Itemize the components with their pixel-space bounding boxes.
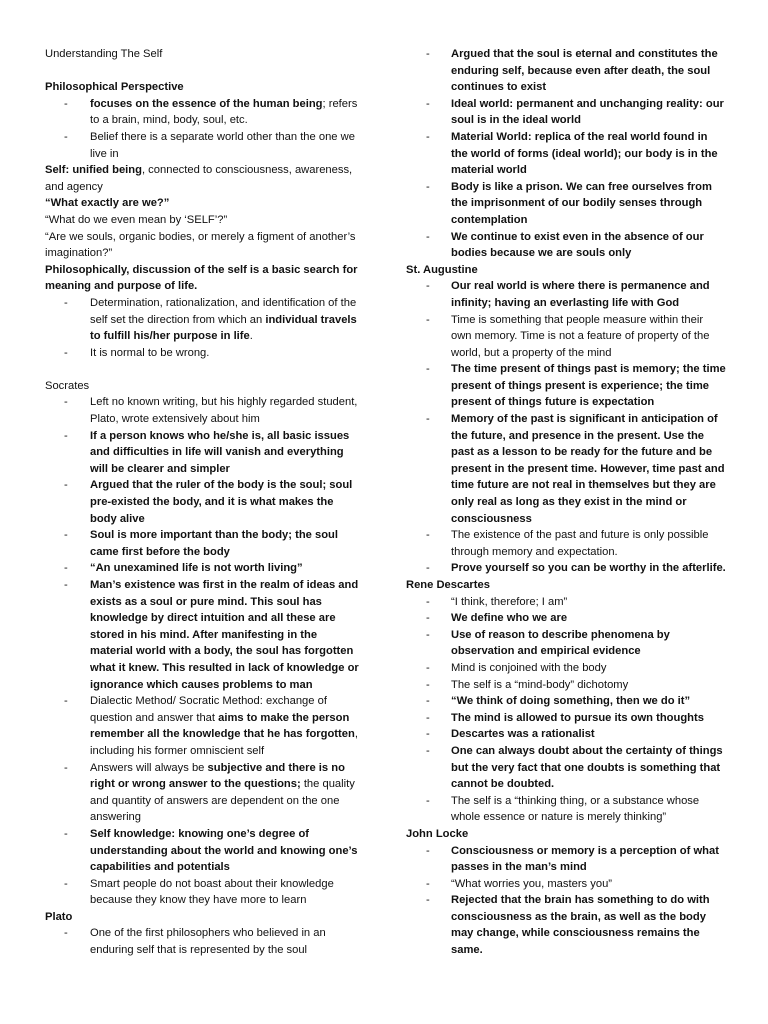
text-segment: One of the first philosophers who believed in an enduring self that is represented by the soul <box>90 927 326 957</box>
text-segment: The self is a “thinking thing, or a substance whose whole essence or nature is merely thinking” <box>451 794 700 824</box>
bullet-item <box>406 278 726 311</box>
bullet-item <box>45 577 363 693</box>
bullet-item <box>406 710 726 727</box>
document-title: Understanding The Self <box>45 48 163 60</box>
text-segment: Smart people do not boast about their knowledge because they know they have more to learn <box>90 877 334 907</box>
bullet-item <box>45 428 363 478</box>
text-segment: Descartes was a rationalist <box>451 728 595 741</box>
text-segment: Time is something that people measure within their own memory. Time is not a feature of property of the world, but a property of the mind <box>451 313 710 359</box>
descartes-bullets <box>406 594 726 826</box>
section-heading-descartes: Rene Descartes <box>406 579 490 591</box>
bullet-item <box>406 660 726 677</box>
quote-self: “What do we even mean by ‘SELF’?” <box>45 213 228 226</box>
self-definition <box>45 162 363 195</box>
bullet-item <box>406 594 726 611</box>
bullet-item <box>406 96 726 129</box>
bullet-item <box>406 843 726 876</box>
text-segment: “What worries you, masters you” <box>451 877 613 890</box>
plato-bullets-left <box>45 925 363 958</box>
bullet-item <box>45 96 363 129</box>
text-segment: Left no known writing, but his highly regarded student, Plato, wrote extensively about him <box>90 396 358 426</box>
text-segment: ; refers to a brain, mind, body, soul, etc. <box>90 97 358 127</box>
text-segment: , including his former omniscient self <box>90 728 358 757</box>
text-segment: Memory of the past is significant in anticipation of the future, and presence in the present. Use the past as a lesson to be ready for the future and be present in the present time. However, time past and time future are not real in themselves but they are only real as long as they exist in the mind or consciousness <box>451 413 725 525</box>
text-segment: The existence of the past and future is only possible through memory and expectation. <box>451 529 709 558</box>
bullet-item <box>45 826 363 876</box>
text-segment: One can always doubt about the certainty of things but the very fact that one doubts is something that cannot be doubted. <box>451 744 723 791</box>
bullet-item <box>406 179 726 229</box>
text-segment: , connected to consciousness, awareness, and agency <box>45 164 353 193</box>
text-segment: “We think of doing something, then we do it” <box>451 695 691 708</box>
text-segment: Ideal world: permanent and unchanging reality: our soul is in the ideal world <box>451 97 724 127</box>
bullet-item <box>406 361 726 411</box>
section-heading-philosophical: Philosophical Perspective <box>45 81 184 94</box>
text-segment: . <box>249 330 253 343</box>
bullet-item <box>406 726 726 743</box>
text-segment: Dialectic Method/ Socratic Method: exchange of question and answer that <box>90 695 327 724</box>
text-segment: Rejected that the brain has something to do with consciousness as the brain, as well as the body may change, while consciousness remains the same. <box>451 894 710 957</box>
question-what-are-we: “What exactly are we?” <box>45 197 170 210</box>
text-segment: The mind is allowed to pursue its own thoughts <box>451 711 704 724</box>
text-segment: Argued that the soul is eternal and constitutes the enduring self, because even after death, the soul continues to exist <box>451 48 718 94</box>
bullet-item <box>406 627 726 660</box>
text-segment: Prove yourself so you can be worthy in the afterlife. <box>451 562 726 575</box>
quote-souls: “Are we souls, organic bodies, or merely a figment of another’s imagination?” <box>45 230 356 260</box>
text-segment: Self: unified being <box>45 164 142 177</box>
bullet-item <box>45 760 363 826</box>
bullet-item <box>406 693 726 710</box>
bullet-item <box>406 411 726 527</box>
text-segment: “I think, therefore; I am” <box>451 595 568 608</box>
augustine-bullets <box>406 278 726 577</box>
text-segment: We define who we are <box>451 612 568 625</box>
bullet-item <box>45 394 363 427</box>
bullet-item <box>406 876 726 893</box>
text-segment: Use of reason to describe phenomena by observation and empirical evidence <box>451 628 670 658</box>
bullet-item <box>406 229 726 262</box>
text-segment: Body is like a prison. We can free ourselves from the imprisonment of our bodily senses through contemplation <box>451 180 712 226</box>
text-segment: We continue to exist even in the absence of our bodies because we are souls only <box>451 230 704 260</box>
text-segment: Belief there is a separate world other than the one we live in <box>90 130 355 160</box>
right-column <box>406 46 726 959</box>
text-segment: individual travels to fulfill his/her purpose in life <box>90 313 357 343</box>
bullet-item <box>45 477 363 527</box>
text-segment: the quality and quantity of answers are dependent on the one answering <box>90 778 355 824</box>
text-segment: Self knowledge: knowing one’s degree of understanding about the world and knowing one’s capabilities and potentials <box>90 827 358 874</box>
philosophical-bullets <box>45 96 363 162</box>
text-segment: If a person knows who he/she is, all basic issues and difficulties in life will vanish and everything will be clearer and simpler <box>90 429 350 475</box>
socrates-bullets <box>45 394 363 908</box>
text-segment: Argued that the ruler of the body is the soul; soul pre-existed the body, and it is what makes the body alive <box>90 479 353 525</box>
bullet-item <box>406 677 726 694</box>
bullet-item <box>406 793 726 826</box>
section-heading-locke: John Locke <box>406 827 469 840</box>
bullet-item <box>406 527 726 560</box>
bullet-item <box>45 129 363 162</box>
locke-bullets <box>406 843 726 959</box>
text-segment: focuses on the essence of the human being <box>90 97 323 110</box>
text-segment: It is normal to be wrong. <box>90 346 210 359</box>
bullet-item <box>406 560 726 577</box>
text-segment: aims to make the person remember all the knowledge that he has forgotten <box>90 711 355 741</box>
bullet-item <box>45 560 363 577</box>
text-segment: Man’s existence was first in the realm of ideas and exists as a soul or pure mind. This soul has knowledge by direct intuition and all these are stored in his mind. After manifesting in the material world with a body, the soul has forgotten what it knew. This resulted in lack of knowledge or ignorance which causes problems to man <box>90 579 359 691</box>
text-segment: Material World: replica of the real world found in the world of forms (ideal world); our body is in the material world <box>451 130 718 177</box>
bullet-item <box>406 129 726 179</box>
text-segment: The self is a “mind-body” dichotomy <box>451 678 629 691</box>
bullet-item <box>45 345 363 362</box>
bullet-item <box>45 527 363 560</box>
bullet-item <box>45 295 363 345</box>
section-heading-socrates: Socrates <box>45 379 90 392</box>
plato-bullets-right <box>406 46 726 262</box>
text-segment: Answers will always be <box>90 761 208 774</box>
bullet-item <box>45 925 363 958</box>
bullet-item <box>45 876 363 909</box>
bullet-item <box>45 693 363 759</box>
left-column <box>45 46 363 959</box>
bullet-item <box>406 610 726 627</box>
text-segment: Soul is more important than the body; the soul came first before the body <box>90 529 338 558</box>
text-segment: Our real world is where there is permanence and infinity; having an everlasting life with God <box>451 280 710 309</box>
bullet-item <box>406 46 726 96</box>
text-segment: The time present of things past is memory; the time present of things present is experience; the time present of things future is expectation <box>451 363 726 409</box>
search-for-meaning: Philosophically, discussion of the self is a basic search for meaning and purpose of life. <box>45 263 358 293</box>
text-segment: Determination, rationalization, and identification of the self set the direction from which an <box>90 296 357 326</box>
section-heading-augustine: St. Augustine <box>406 263 478 276</box>
text-segment: “An unexamined life is not worth living” <box>90 562 303 575</box>
philosophical-bullets-2 <box>45 295 363 361</box>
section-heading-plato: Plato <box>45 910 73 923</box>
text-segment: Mind is conjoined with the body <box>451 661 607 674</box>
text-segment: subjective and there is no right or wrong answer to the questions; <box>90 761 345 791</box>
bullet-item <box>406 892 726 958</box>
text-segment: Consciousness or memory is a perception of what passes in the man’s mind <box>451 844 719 874</box>
bullet-item <box>406 312 726 362</box>
bullet-item <box>406 743 726 793</box>
